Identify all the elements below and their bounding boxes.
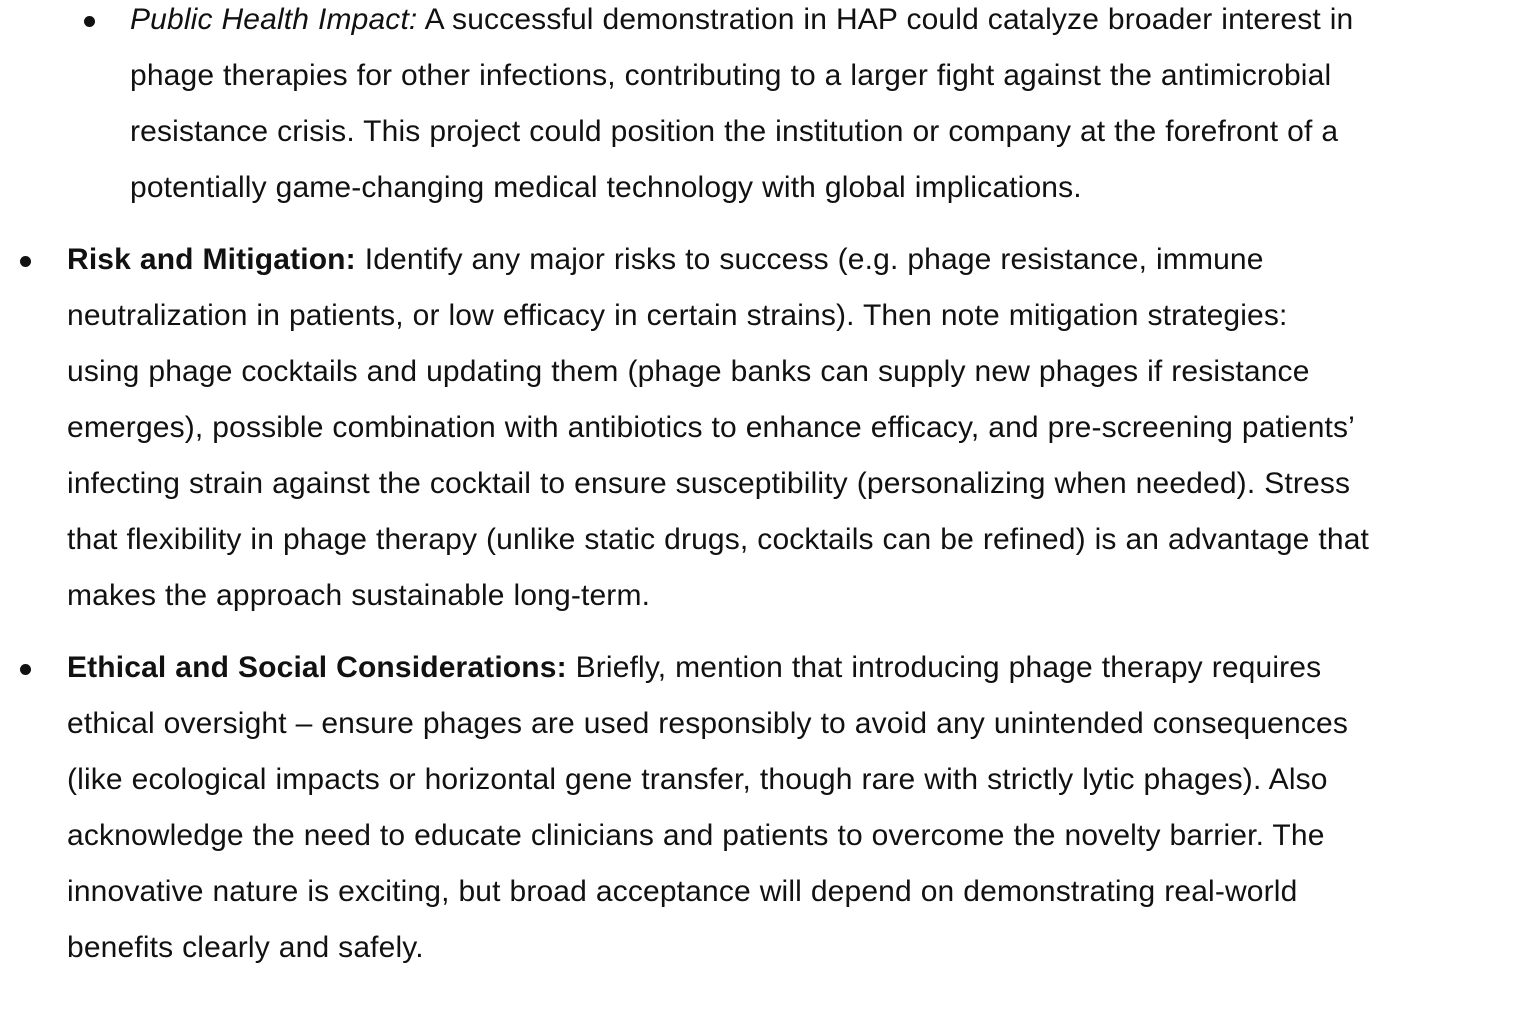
text-line <box>67 232 1487 288</box>
item-text: Identify any major risks to success (e.g. phage resistance, immune <box>364 243 1264 276</box>
text-line: infecting strain against the cocktail to ensure susceptibility (personalizing when needed). Stress <box>67 467 1351 500</box>
text-line: benefits clearly and safely. <box>67 931 424 964</box>
item-text: A successful demonstration in HAP could catalyze broader interest in <box>424 3 1354 36</box>
text-line: innovative nature is exciting, but broad acceptance will depend on demonstrating real-world <box>67 875 1298 908</box>
text-line: emerges), possible combination with antibiotics to enhance efficacy, and pre-screening patients’ <box>67 411 1355 444</box>
text-line: potentially game-changing medical technology with global implications. <box>130 171 1082 204</box>
bullet-point <box>84 16 95 27</box>
item-label: Risk and Mitigation: <box>67 243 356 276</box>
text-line: phage therapies for other infections, contributing to a larger fight against the antimicrobial <box>130 59 1332 92</box>
text-line: using phage cocktails and updating them (phage banks can supply new phages if resistance <box>67 355 1310 388</box>
bullet-point <box>20 664 31 675</box>
text-line <box>130 0 1460 48</box>
item-text: Briefly, mention that introducing phage therapy requires <box>575 651 1322 684</box>
bullet-point <box>20 256 31 267</box>
text-line <box>67 640 1487 696</box>
item-label: Ethical and Social Considerations: <box>67 651 567 684</box>
list-item-public-health-impact <box>130 0 1460 216</box>
text-line: ethical oversight – ensure phages are used responsibly to avoid any unintended consequences <box>67 707 1348 740</box>
text-line: (like ecological impacts or horizontal gene transfer, though rare with strictly lytic phages). Also <box>67 763 1328 796</box>
text-line: acknowledge the need to educate clinicians and patients to overcome the novelty barrier. The <box>67 819 1325 852</box>
list-item-ethical-and-social-considerations <box>67 640 1487 976</box>
text-line: neutralization in patients, or low efficacy in certain strains). Then note mitigation strategies: <box>67 299 1288 332</box>
text-line: makes the approach sustainable long-term. <box>67 579 651 612</box>
item-label: Public Health Impact: <box>130 3 418 36</box>
text-line: that flexibility in phage therapy (unlike static drugs, cocktails can be refined) is an advantage that <box>67 523 1370 556</box>
text-line: resistance crisis. This project could position the institution or company at the forefront of a <box>130 115 1339 148</box>
list-item-risk-and-mitigation <box>67 232 1487 624</box>
